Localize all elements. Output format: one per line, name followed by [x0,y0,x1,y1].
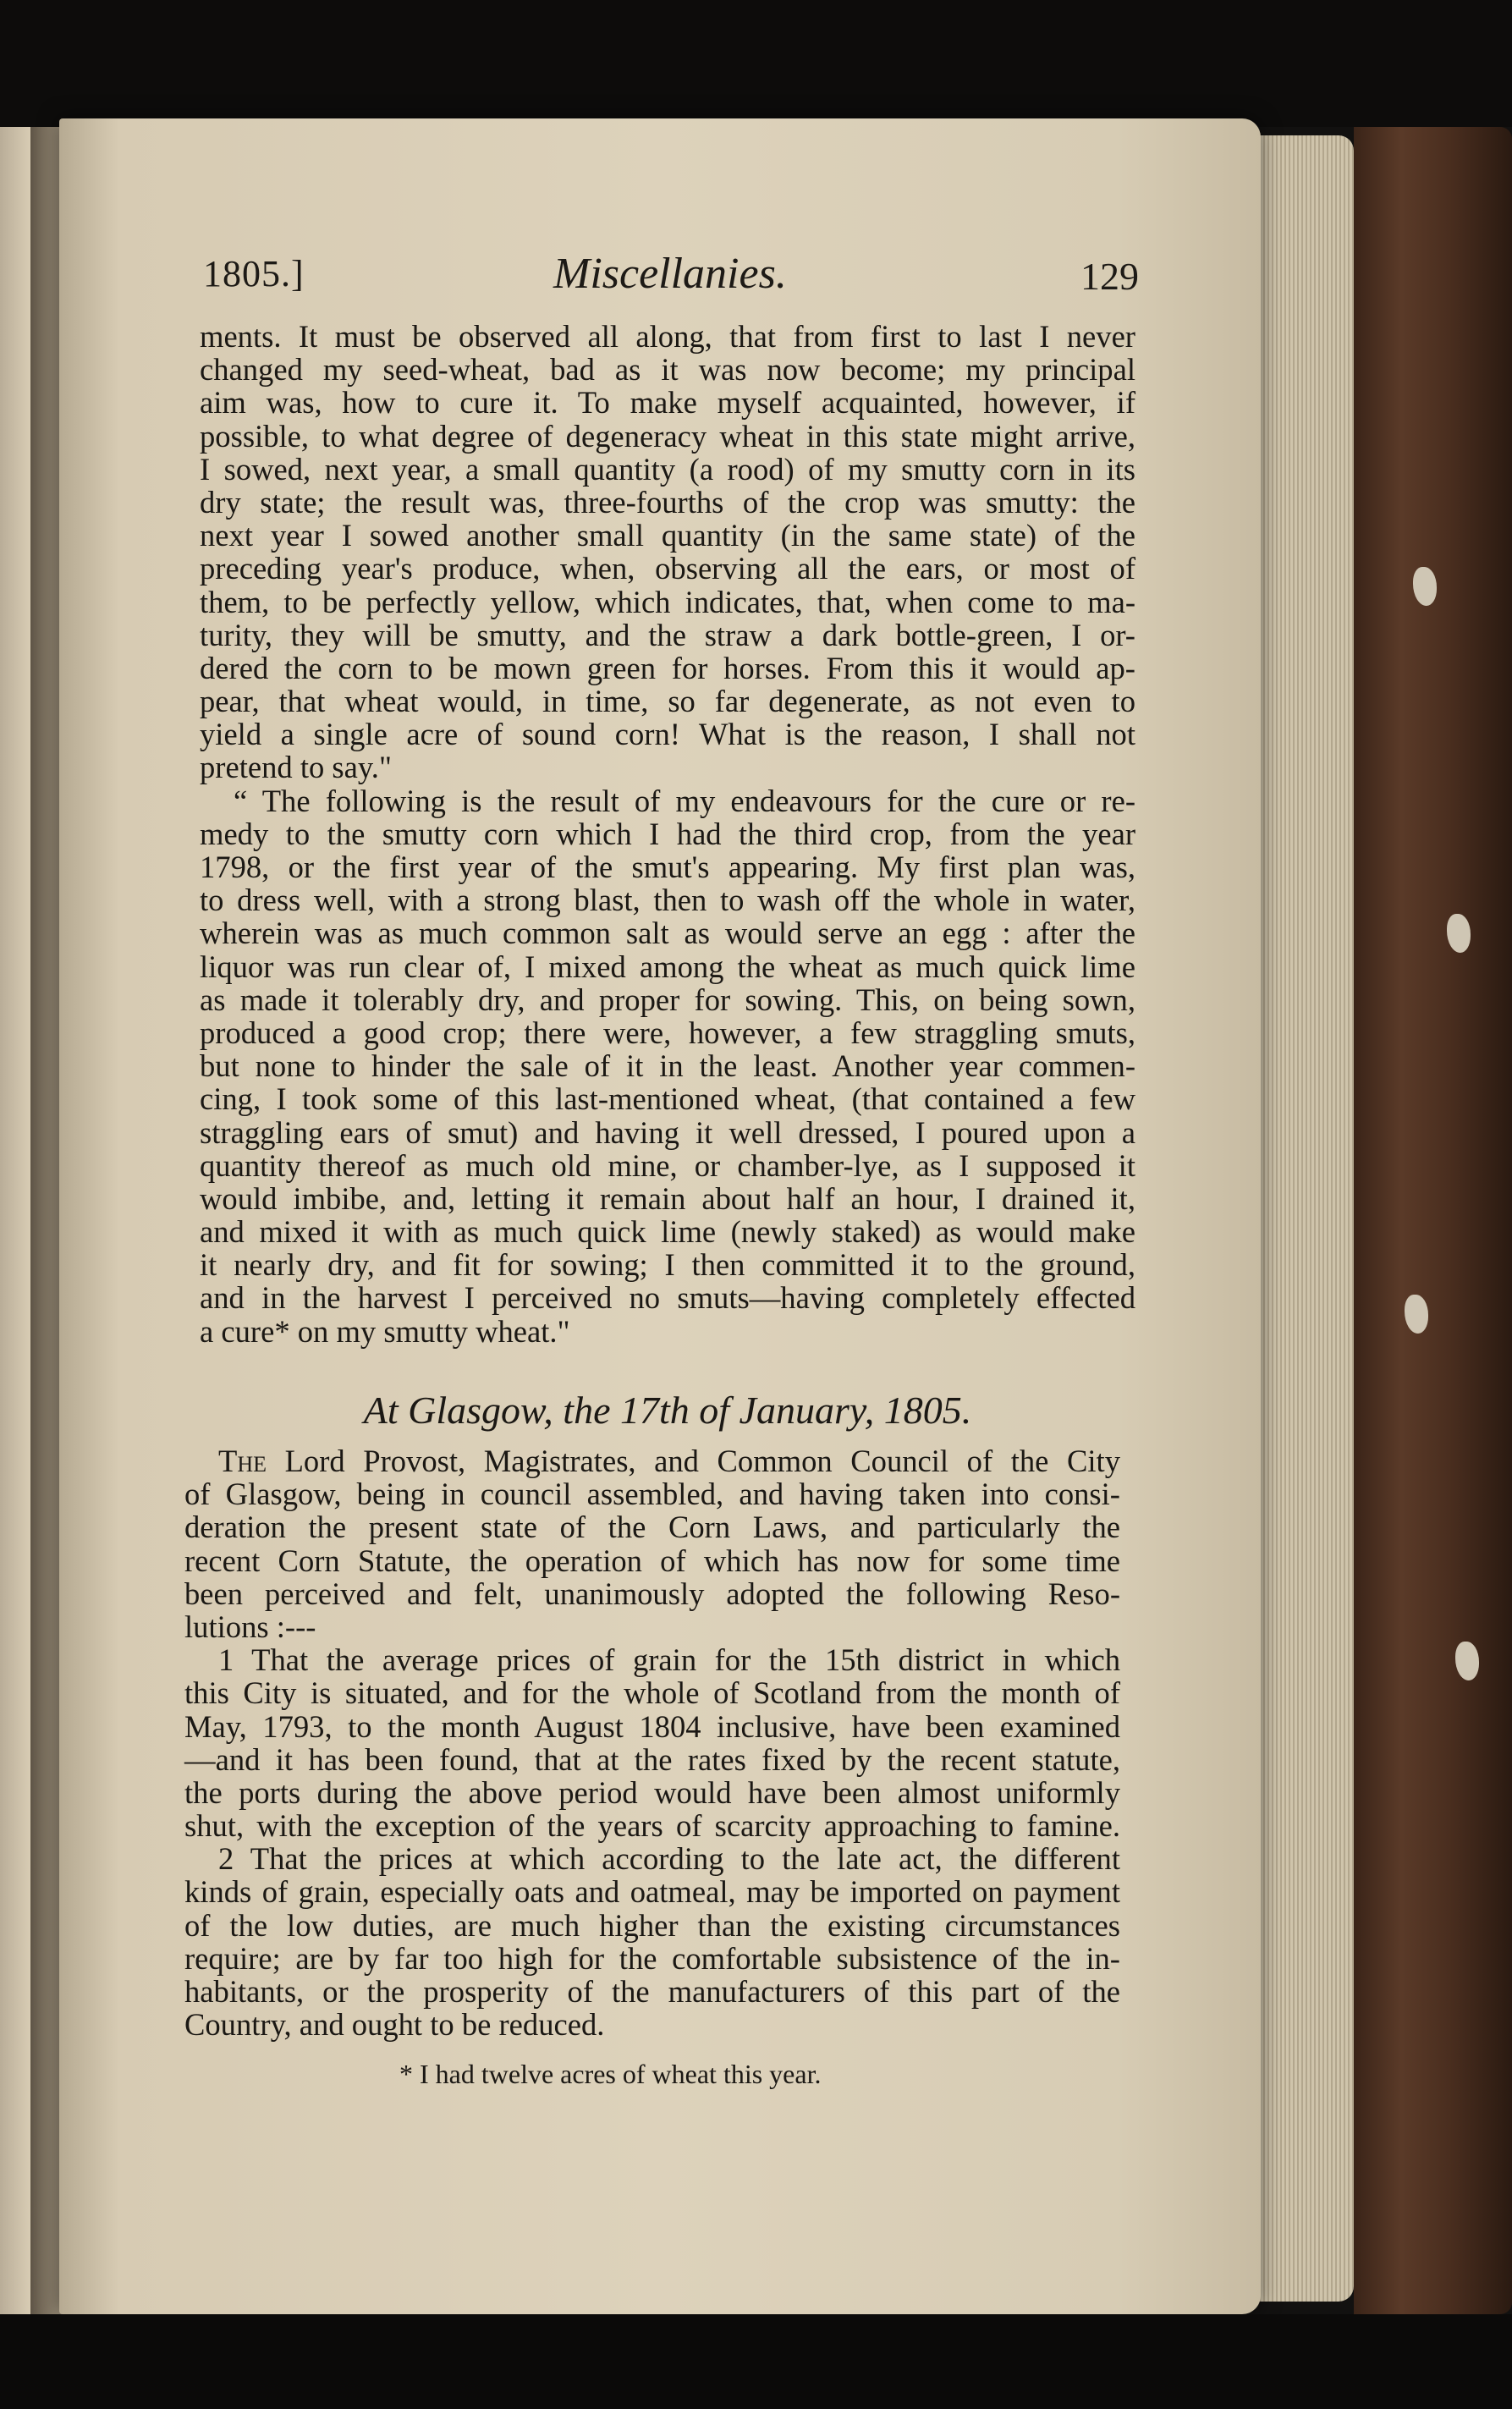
text-line: yield a single acre of sound corn! What is the reason, I shall not [200,717,1135,752]
paragraph-resolution-1 [184,1643,1120,1842]
text-line: dry state; the result was, three-fourths of the crop was smutty: the [200,484,1135,520]
text-line: a cure* on my smutty wheat." [200,1313,570,1349]
lead-word: The [218,1444,267,1478]
text-line: 2 That the prices at which according to the late act, the different [218,1841,1120,1877]
cover-wear-spot [1447,914,1471,953]
text-line: next year I sowed another small quantity (in the same state) of the [200,518,1135,553]
text-line: deration the present state of the Corn Laws, and particularly the [184,1510,1120,1545]
running-head [203,252,1139,311]
text-line: the ports during the above period would have been almost uniformly [184,1774,1120,1810]
text-line: but none to hinder the sale of it in the least. Another year commen- [200,1048,1135,1084]
text-line: wherein was as much common salt as would serve an egg : after the [200,916,1135,951]
text-line: lutions :--- [184,1609,316,1644]
paragraph-degeneracy [200,320,1135,784]
text-line: kinds of grain, especially oats and oatmeal, may be imported on payment [184,1874,1120,1910]
page-block-edge [1252,135,1354,2302]
text-line: of Glasgow, being in council assembled, and having taken into consi- [184,1477,1120,1512]
cover-wear-spot [1455,1642,1479,1680]
text-line [184,1444,1120,1477]
text-line: been perceived and felt, unanimously adopted the following Reso- [184,1576,1120,1611]
paragraph-resolution-intro [184,1444,1120,1643]
text-line: pretend to say." [200,750,392,785]
text-line: Country, and ought to be reduced. [184,2007,605,2043]
text-line: would imbibe, and, letting it remain about half an hour, I drained it, [200,1180,1135,1216]
facing-page-edge [0,127,30,2318]
text-line: them, to be perfectly yellow, which indicates, that, when come to ma- [200,584,1135,619]
text-line: I sowed, next year, a small quantity (a rood) of my smutty corn in its [200,451,1135,487]
text-line: aim was, how to cure it. To make myself acquainted, however, if [200,385,1135,421]
text-line: dered the corn to be mown green for horses. From this it would ap- [200,650,1135,685]
text-line: straggling ears of smut) and having it well dressed, I poured upon a [200,1114,1135,1150]
text-line: this City is situated, and for the whole of Scotland from the month of [184,1675,1120,1711]
section-heading: At Glasgow, the 17th of January, 1805. [363,1389,972,1432]
running-head-title: Miscellanies. [553,250,787,298]
text-line: shut, with the exception of the years of scarcity approaching to famine. [184,1808,1120,1844]
text-line: May, 1793, to the month August 1804 inclusive, have been examined [184,1708,1120,1744]
footnote: * I had twelve acres of wheat this year. [399,2059,822,2089]
text-line: to dress well, with a strong blast, then to wash off the whole in water, [200,883,1135,918]
text-line: 1 That the average prices of grain for the 15th district in which [218,1642,1120,1678]
text-line: cing, I took some of this last-mentioned wheat, (that contained a few [200,1081,1135,1117]
page-number: 129 [1080,255,1139,298]
text-line: “ The following is the result of my endeavours for the cure or re- [234,783,1135,818]
cover-wear-spot [1405,1295,1428,1334]
text-line: turity, they will be smutty, and the straw a dark bottle-green, I or- [200,617,1135,652]
text-line: —and it has been found, that at the rates fixed by the recent statute, [184,1741,1120,1777]
text-line: recent Corn Statute, the operation of which has now for some time [184,1543,1120,1578]
text-line: as made it tolerably dry, and proper for sowing. This, on being sown, [200,982,1135,1017]
body-text [200,320,1135,1348]
background-top [0,0,1512,127]
text-line: of the low duties, are much higher than the existing circumstances [184,1907,1120,1943]
text-line: and in the harvest I perceived no smuts—having completely effected [200,1280,1135,1316]
text-line: ments. It must be observed all along, that from first to last I never [200,319,1135,354]
text-line: it nearly dry, and fit for sowing; I then committed it to the ground, [200,1247,1135,1283]
text-line: 1798, or the first year of the smut's appearing. My first plan was, [200,850,1135,884]
text-line: preceding year's produce, when, observing all the ears, or most of [200,551,1135,586]
book-cover-edge [1354,127,1512,2314]
text-line: liquor was run clear of, I mixed among the wheat as much quick lime [200,949,1135,984]
text-line: medy to the smutty corn which I had the third crop, from the year [200,816,1135,851]
resolutions-text [184,1444,1120,2041]
text-line: produced a good crop; there were, however, a few straggling smuts, [200,1015,1135,1050]
text-line: quantity thereof as much old mine, or chamber-lye, as I supposed it [200,1147,1135,1183]
text-line: changed my seed-wheat, bad as it was now become; my principal [200,352,1135,388]
text-line: require; are by far too high for the comfortable subsistence of the in- [184,1940,1120,1976]
text-line: pear, that wheat would, in time, so far degenerate, as not even to [200,684,1135,719]
paragraph-resolution-2 [184,1842,1120,2041]
running-head-year: 1805.] [203,253,305,294]
background-bottom [0,2314,1512,2409]
text-line: possible, to what degree of degeneracy wheat in this state might arrive, [200,418,1135,454]
cover-wear-spot [1413,567,1437,606]
text-line: and mixed it with as much quick lime (newly staked) as would make [200,1214,1135,1250]
text-line: habitants, or the prosperity of the manufacturers of this part of the [184,1974,1120,2009]
lead-line-rest: Lord Provost, Magistrates, and Common Council of the City [267,1444,1120,1478]
paragraph-cure [200,784,1135,1348]
